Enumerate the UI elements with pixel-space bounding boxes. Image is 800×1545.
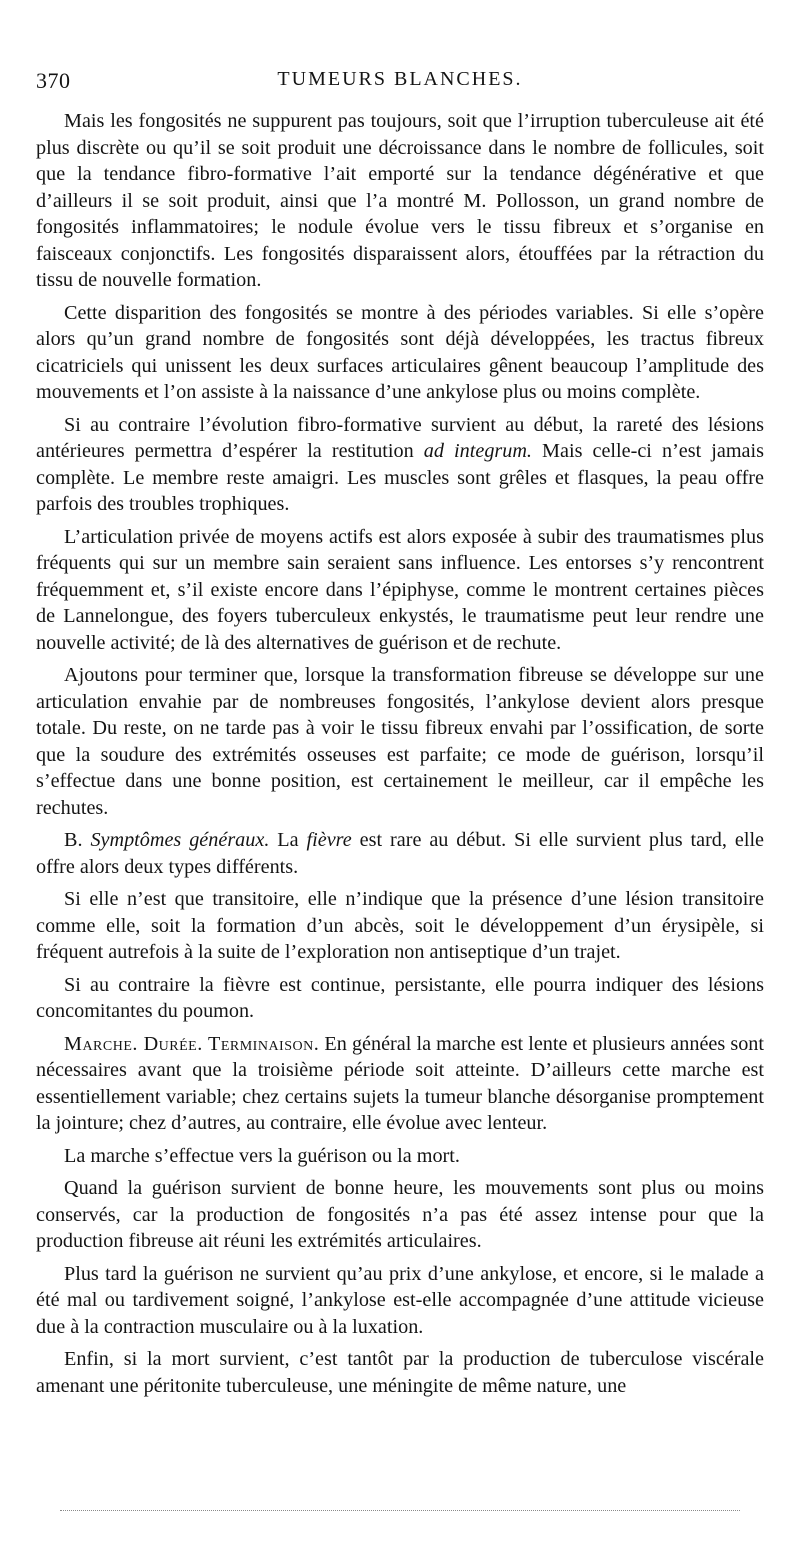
paragraph-text: Mais celle-ci n’est jamais complète. Le membre reste amaigri. Les muscles sont grêles et flasques, la peau offre parfois des troubles trophiques. — [36, 440, 764, 515]
body-text — [36, 108, 764, 1405]
paragraph: L’articulation privée de moyens actifs est alors exposée à subir des traumatismes plus fréquents qui sur un membre sain seraient sans influence. Les entorses s’y rencontrent fréquemment et, s’il existe encore dans l’épiphyse, comme le montrent certaines pièces de Lannelongue, des foyers tuberculeux enkystés, le traumatisme peut leur rendre une nouvelle activité; de là des alternatives de guérison et de rechute. — [36, 525, 764, 654]
paragraph: Si au contraire la fièvre est continue, persistante, elle pourra indiquer des lésions concomitantes du poumon. — [36, 973, 764, 1022]
italic-term: fièvre — [306, 829, 352, 851]
page-header — [36, 68, 764, 102]
paragraph: Ajoutons pour terminer que, lorsque la transformation fibreuse se développe sur une articulation envahie par de nombreuses fongosités, l’ankylose devient alors presque totale. Du reste, on ne tarde pas à voir le tissu fibreux envahi par l’ossification, de sorte que la soudure des extrémités osseuses est parfaite; ce mode de guérison, lorsqu’il s’effectue dans une bonne position, est certainement le meilleur, car il empêche les rechutes. — [36, 664, 764, 819]
paragraph-text: La — [269, 829, 307, 851]
footer-dotted-rule — [60, 1510, 740, 1511]
paragraph-text: En général la marche est lente et plusieurs années sont nécessaires avant que la troisième période soit atteinte. D’ailleurs cette marche est essentiellement variable; chez certains sujets la tumeur blanche désorganise promptement la jointure; chez d’autres, au contraire, elle évolue avec lenteur. — [36, 1032, 764, 1134]
paragraph-text: Si au contraire l’évolution fibro-formative survient au début, la rareté des lésions antérieures permettra d’espérer la restitution — [36, 413, 764, 462]
paragraph: Si elle n’est que transitoire, elle n’indique que la présence d’une lésion transitoire comme elle, soit la formation d’un abcès, soit le développement d’un érysipèle, si fréquent autrefois à la suite de l’exploration non antiseptique d’un trajet. — [36, 888, 764, 963]
paragraph: Mais les fongosités ne suppurent pas toujours, soit que l’irruption tuberculeuse ait été plus discrète ou qu’il se soit produit une décroissance dans le nombre de follicules, soit que la tendance fibro-formative l’ait emporté sur la tendance dégénérative et que d’ailleurs il se soit produit, ainsi que l’a montré M. Pollosson, un grand nombre de fongosités inflammatoires; le nodule évolue vers le tissu fibreux et s’organise en faisceaux conjonctifs. Les fongosités disparaissent alors, étouffées par la rétraction du tissu de nouvelle formation. — [36, 110, 764, 291]
paragraph — [36, 1031, 764, 1137]
page-number: 370 — [36, 68, 71, 93]
paragraph: Enfin, si la mort survient, c’est tantôt par la production de tuberculose viscérale amenant une péritonite tuberculeuse, une méningite de même nature, une — [36, 1348, 764, 1397]
running-title: TUMEURS BLANCHES. — [277, 68, 523, 90]
paragraph: Plus tard la guérison ne survient qu’au prix d’une ankylose, et encore, si le malade a été mal ou tardivement soigné, l’ankylose est-elle accompagnée d’une attitude vicieuse due à la contraction musculaire ou à la luxation. — [36, 1262, 764, 1338]
section-heading: Symptômes généraux. — [90, 829, 270, 851]
paragraph — [36, 827, 764, 880]
section-marker: B. — [64, 829, 91, 851]
paragraph: Quand la guérison survient de bonne heure, les mouvements sont plus ou moins conservés, car la production de fongosités n’a pas été assez intense pour que la production fibreuse ait réuni les extrémités articulaires. — [36, 1177, 764, 1252]
paragraph: Cette disparition des fongosités se montre à des périodes variables. Si elle s’opère alors qu’un grand nombre de fongosités sont déjà développées, les tractus fibreux cicatriciels qui unissent les deux surfaces articulaires gênent beaucoup l’amplitude des mouvements et l’on assiste à la naissance d’une ankylose plus ou moins complète. — [36, 301, 764, 403]
italic-phrase: ad integrum. — [423, 440, 532, 462]
section-heading: Marche. Durée. Terminaison. — [64, 1032, 320, 1055]
paragraph — [36, 412, 764, 518]
paragraph: La marche s’effectue vers la guérison ou la mort. — [64, 1144, 460, 1167]
paragraph-text: est rare au début. Si elle survient plus tard, elle offre alors deux types différents. — [36, 829, 765, 878]
